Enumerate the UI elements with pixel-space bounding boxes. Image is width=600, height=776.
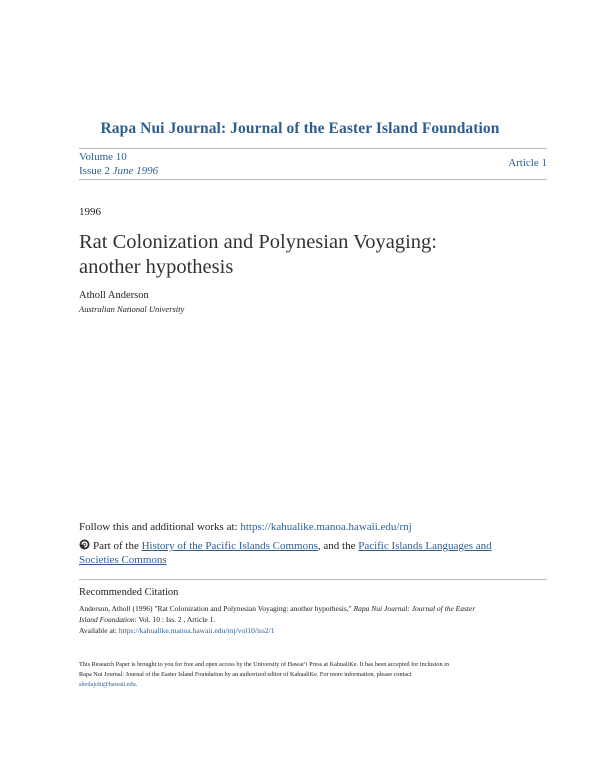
citation-line1-text: Anderson, Atholl (1996) "Rat Colonization and Polynesian Voyaging: another hypothesis," <box>79 604 354 613</box>
commons-link-languages-line1[interactable]: Pacific Islands Languages and <box>358 540 492 552</box>
footer-email-link[interactable]: sheilajohi@hawaii.edu <box>79 681 136 688</box>
commons-link-pacific-history[interactable]: History of the Pacific Islands Commons <box>141 540 318 552</box>
citation-line1-journal: Rapa Nui Journal: Journal of the Easter <box>353 604 476 613</box>
citation-text <box>79 603 539 636</box>
part-of-line <box>79 539 539 567</box>
volume-link[interactable]: Volume 10 <box>79 151 127 163</box>
part-of-label: Part of the <box>93 540 142 552</box>
author-affiliation: Australian National University <box>79 304 185 314</box>
journal-title[interactable]: Rapa Nui Journal: Journal of the Easter Island Foundation <box>100 120 500 137</box>
follow-label: Follow this and additional works at: <box>79 521 241 533</box>
recommended-citation-heading: Recommended Citation <box>79 587 179 598</box>
publication-year: 1996 <box>79 206 101 218</box>
commons-link-languages-line2[interactable]: Societies Commons <box>79 554 167 566</box>
article-title-line1: Rat Colonization and Polynesian Voyaging: <box>79 231 437 253</box>
article-title-line2: another hypothesis <box>79 255 234 278</box>
footer-line2: Rapa Nui Journal: Journal of the Easter Island Foundation by an authorized editor of KahualiKe. For more information, please contact <box>79 671 412 678</box>
header-rule-top <box>79 148 547 149</box>
header-rule-bottom <box>79 179 547 180</box>
author-name: Atholl Anderson <box>79 290 149 301</box>
open-access-icon <box>79 539 90 550</box>
follow-line <box>79 521 412 533</box>
citation-line2-journal: Island Foundation <box>79 615 135 624</box>
footer-notice <box>79 660 539 690</box>
issue-line[interactable] <box>79 165 158 177</box>
follow-url-link[interactable]: https://kahualike.manoa.hawaii.edu/rnj <box>240 521 412 533</box>
and-label: , and the <box>317 540 359 552</box>
article-number-link[interactable]: Article 1 <box>508 157 547 169</box>
available-label: Available at: <box>79 626 119 635</box>
citation-line2-text: : Vol. 10 : Iss. 2 , Article 1. <box>134 615 216 624</box>
issue-label: Issue 2 <box>79 165 110 177</box>
issue-date: June 1996 <box>112 165 159 177</box>
footer-period: . <box>135 681 138 688</box>
citation-rule <box>79 579 547 580</box>
footer-line1: This Research Paper is brought to you for free and open access by the University of Hawaiʻi Press at KahualiKe. It has been accepted for inclusion in <box>79 661 449 668</box>
available-url-link[interactable]: https://kahualike.manoa.hawaii.edu/rnj/vol10/iss2/1 <box>118 626 275 635</box>
article-title <box>79 230 549 279</box>
